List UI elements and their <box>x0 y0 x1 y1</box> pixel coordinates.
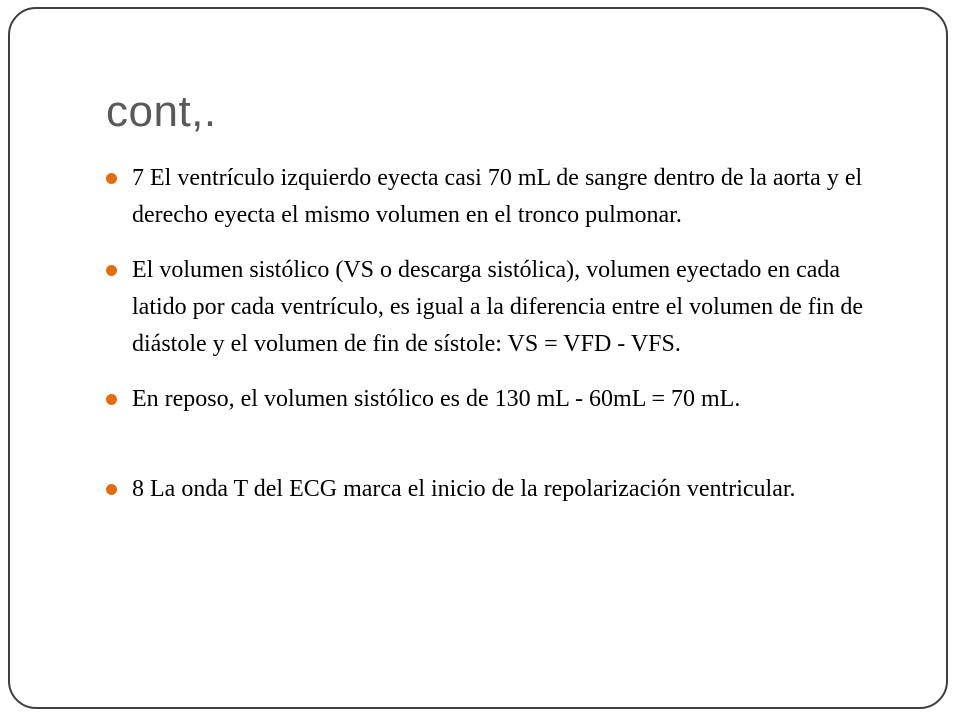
bullet-dot-icon <box>106 394 117 405</box>
bullet-text: 7 El ventrículo izquierdo eyecta casi 70 mL de sangre dentro de la aorta y el derecho eyecta el mismo volumen en el tronco pulmonar. <box>132 165 863 228</box>
bullet-item-3 <box>106 381 896 418</box>
bullet-dot-icon <box>106 484 117 495</box>
bullet-text: 8 La onda T del ECG marca el inicio de la repolarización ventricular. <box>132 476 796 502</box>
bullet-dot-icon <box>106 265 117 276</box>
bullet-item-4 <box>106 471 896 508</box>
bullet-text: El volumen sistólico (VS o descarga sistólica), volumen eyectado en cada latido por cada ventrículo, es igual a la diferencia entre el volumen de fin de diástole y el volumen de fin de sístole: VS = VFD - VFS. <box>132 257 864 357</box>
slide-title: cont,. <box>106 87 217 136</box>
bullet-item-1 <box>106 160 896 234</box>
bullet-item-2 <box>106 252 896 363</box>
bullet-list <box>106 160 896 508</box>
bullet-dot-icon <box>106 173 117 184</box>
bullet-text: En reposo, el volumen sistólico es de 130 mL - 60mL = 70 mL. <box>132 386 741 412</box>
